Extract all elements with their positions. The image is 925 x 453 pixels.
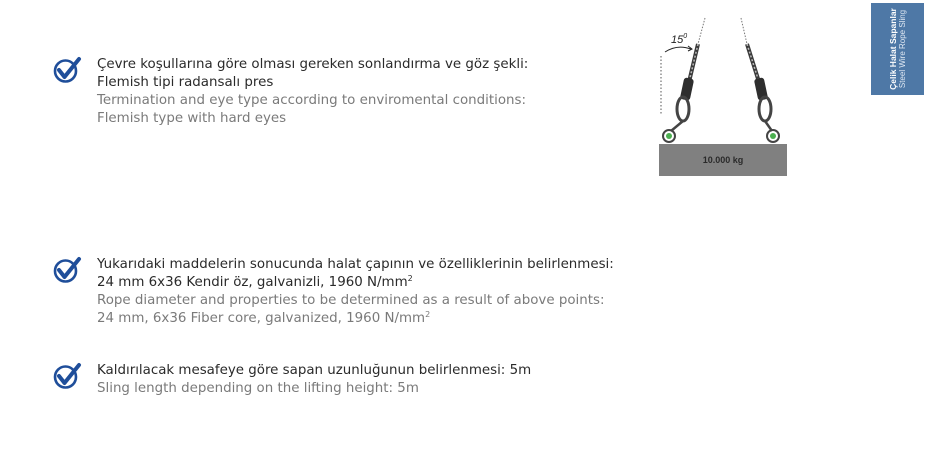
- left-rope-upper: [698, 18, 705, 44]
- right-shackle-center: [770, 133, 776, 139]
- english-text-line: Flemish type with hard eyes: [97, 111, 287, 126]
- requirement-text: [97, 56, 528, 128]
- turkish-text-line: Flemish tipi radansalı pres: [97, 75, 274, 90]
- right-rope-upper: [741, 18, 747, 44]
- angle-arc: [665, 47, 691, 52]
- side-tab-title-tr: Çelik Halat Sapanlar: [887, 8, 898, 90]
- load-block: [659, 144, 787, 176]
- side-tab[interactable]: [871, 3, 924, 95]
- turkish-text-line: Kaldırılacak mesafeye göre sapan uzunluğunun belirlenmesi: 5m: [97, 363, 532, 378]
- turkish-text-line: Yukarıdaki maddelerin sonucunda halat çapının ve özelliklerinin belirlenmesi:: [97, 257, 614, 272]
- left-shackle-center: [666, 133, 672, 139]
- english-text-line: Sling length depending on the lifting height: 5m: [97, 381, 419, 396]
- english-text-line: 24 mm, 6x36 Fiber core, galvanized, 1960 $N/mm^2$: [97, 310, 431, 326]
- load-weight-label: 10.000 kg: [702, 155, 744, 165]
- requirement-text: [97, 256, 614, 328]
- turkish-text-line: 24 mm 6x36 Kendir öz, galvanizli, 1960 $N/mm^2$: [97, 274, 413, 290]
- english-text-line: Rope diameter and properties to be determined as a result of above points:: [97, 293, 605, 308]
- checkmark-icon: [52, 256, 82, 284]
- checkmark-icon: [52, 362, 82, 390]
- english-text-line: Termination and eye type according to enviromental conditions:: [97, 93, 526, 108]
- right-eye: [759, 97, 771, 121]
- checkmark-icon: [52, 56, 82, 84]
- left-shackle-link: [671, 121, 683, 131]
- angle-label: $15^0$: [671, 33, 688, 46]
- sling-diagram: [655, 14, 795, 180]
- right-shackle-link: [765, 121, 772, 131]
- side-tab-text: [888, 8, 908, 90]
- left-eye: [677, 97, 689, 121]
- requirement-text: [97, 362, 531, 398]
- turkish-text-line: Çevre koşullarına göre olması gereken sonlandırma ve göz şekli:: [97, 57, 529, 72]
- side-tab-title-en: Steel Wire Rope Sling: [897, 9, 907, 89]
